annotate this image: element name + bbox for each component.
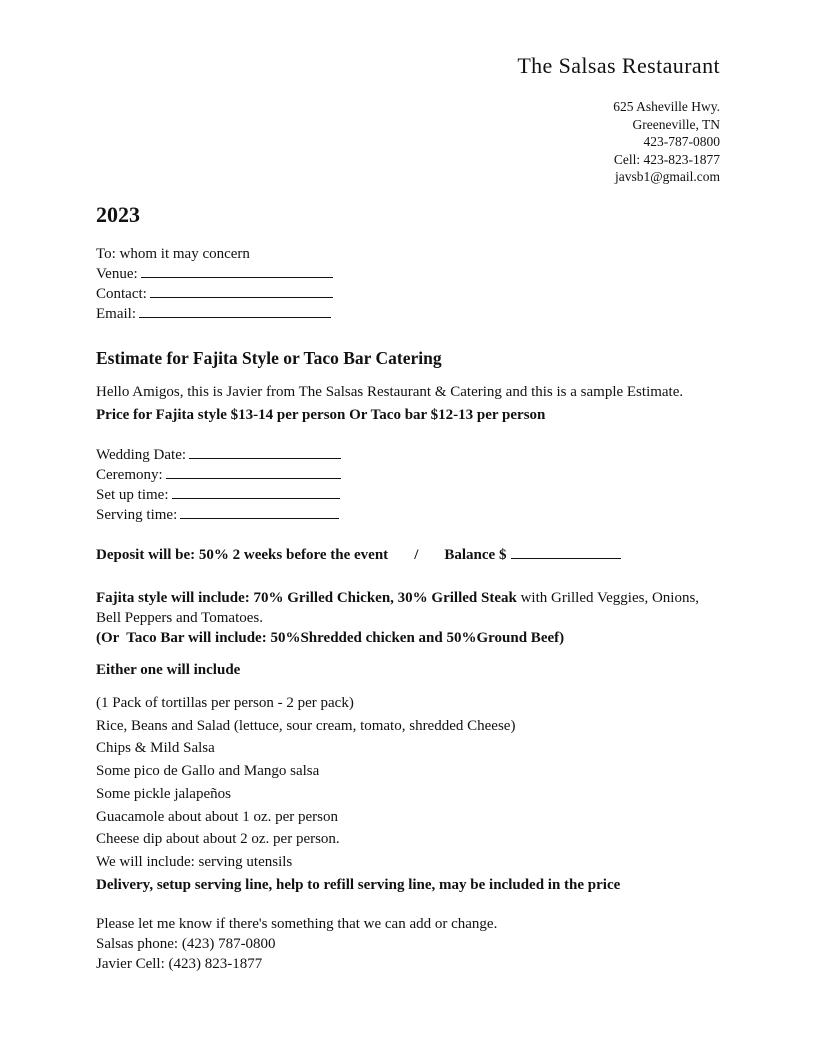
address-street: 625 Asheville Hwy. [613,99,720,114]
include-item: (1 Pack of tortillas per person - 2 per pack) [96,695,354,711]
address-cell: Cell: 423-823-1877 [613,151,720,167]
serving-time-field [96,505,726,525]
setup-time-blank [172,485,340,499]
estimate-title: Estimate for Fajita Style or Taco Bar Catering [96,348,442,368]
ceremony-label: Ceremony: [96,467,163,483]
fajita-veggies: with Grilled Veggies, Onions, Bell Peppers and Tomatoes. [96,590,700,626]
javier-cell: Javier Cell: (423) 823-1877 [96,956,263,973]
ceremony-field [96,465,726,485]
deposit-text: Deposit will be: 50% 2 weeks before the event [96,547,389,563]
either-heading: Either one will include [96,662,241,678]
deposit-line [96,545,726,565]
email-field [96,304,726,324]
include-item: Cheese dip about about 2 oz. per person. [96,831,340,848]
venue-label: Venue: [96,266,138,282]
fajita-includes: Fajita style will include: 70% Grilled Chicken, 30% Grilled Steak [96,590,517,606]
wedding-date-field [96,445,726,465]
taco-bar-line: (Or Taco Bar will include: 50%Shredded chicken and 50%Ground Beef) [96,630,565,646]
year-heading: 2023 [96,202,140,227]
include-item: Rice, Beans and Salad (lettuce, sour cream, tomato, shredded Cheese) [96,717,516,734]
contact-field [96,284,726,304]
include-item: Guacamole about about 1 oz. per person [96,808,338,825]
balance-label: Balance $ [444,547,507,563]
setup-time-field [96,485,726,505]
serving-time-label: Serving time: [96,507,178,523]
venue-blank [141,264,333,278]
intro-text: Hello Amigos, this is Javier from The Salsas Restaurant & Catering and this is a sample Estimate. [96,384,684,400]
restaurant-name: The Salsas Restaurant [517,53,720,78]
serving-time-blank [180,505,339,519]
email-blank [139,304,331,318]
ceremony-blank [166,465,341,479]
email-label: Email: [96,306,136,322]
address-phone: 423-787-0800 [643,134,720,150]
closing-note: Please let me know if there's something that we can add or change. [96,916,498,933]
letterhead [517,52,720,186]
balance-blank [511,545,621,559]
deposit-separator: / [414,547,419,563]
fajita-paragraph [96,588,726,628]
include-item: Some pico de Gallo and Mango salsa [96,763,320,780]
include-item: We will include: serving utensils [96,853,293,870]
address-city: Greeneville, TN [632,116,720,132]
address-email: javsb1@gmail.com [614,169,720,185]
include-item: Some pickle jalapeños [96,785,231,802]
price-line: Price for Fajita style $13-14 per person Or Taco bar $12-13 per person [96,407,546,423]
salsas-phone: Salsas phone: (423) 787-0800 [96,936,276,953]
delivery-line: Delivery, setup serving line, help to refill serving line, may be included in the price [96,876,621,893]
recipient-to: To: whom it may concern [96,246,250,262]
wedding-date-blank [189,445,341,459]
contact-blank [150,284,333,298]
venue-field [96,264,726,284]
document-body [96,200,726,974]
include-item: Chips & Mild Salsa [96,740,215,757]
wedding-date-label: Wedding Date: [96,447,187,463]
contact-label: Contact: [96,286,147,302]
setup-time-label: Set up time: [96,487,169,503]
